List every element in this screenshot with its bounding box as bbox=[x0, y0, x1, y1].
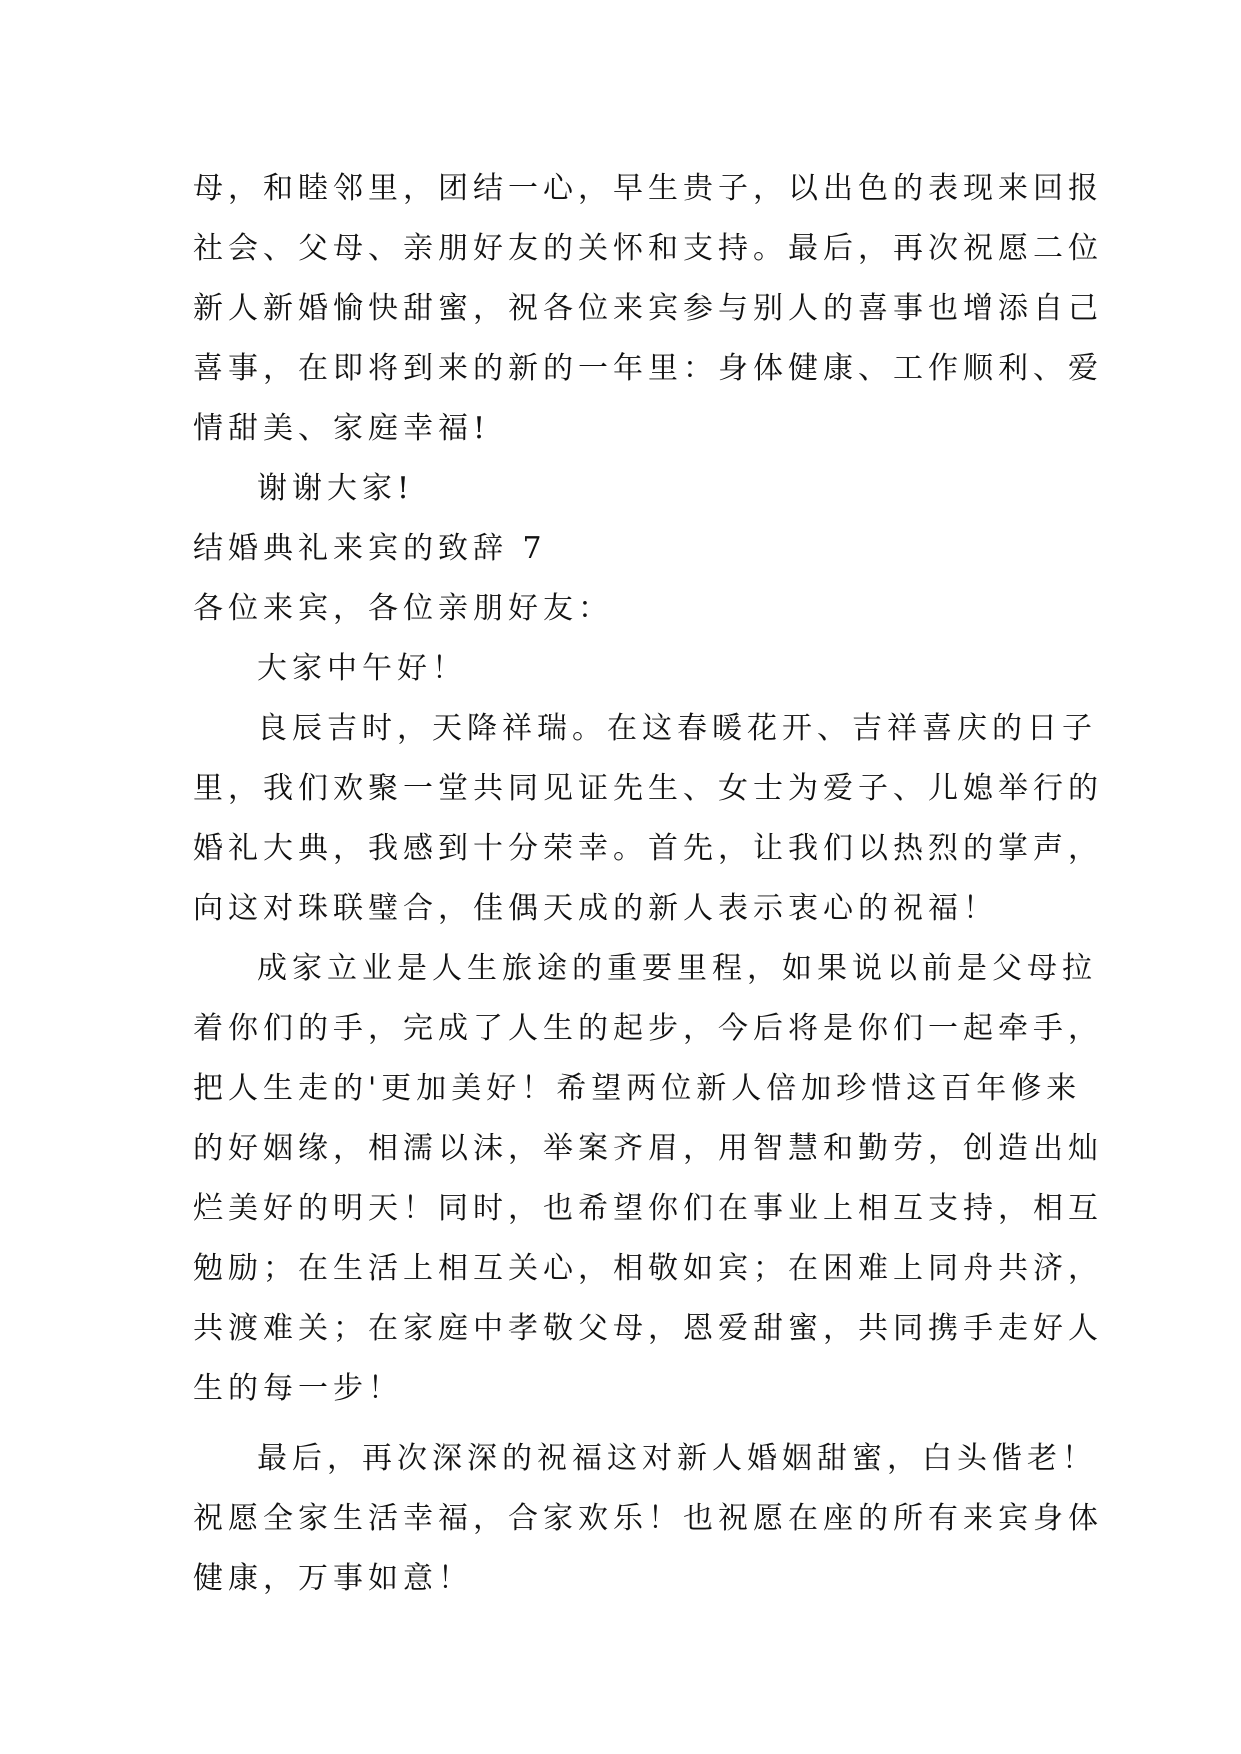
text-line: 着你们的手，完成了人生的起步，今后将是你们一起牵手， bbox=[193, 1011, 1103, 1046]
text-line: 祝愿全家生活幸福，合家欢乐！也祝愿在座的所有来宾身体 bbox=[193, 1501, 1103, 1536]
salutation: 各位来宾，各位亲朋好友： bbox=[193, 591, 613, 626]
paragraph-2 bbox=[193, 939, 1103, 1419]
text-line: 婚礼大典，我感到十分荣幸。首先，让我们以热烈的掌声， bbox=[193, 831, 1103, 866]
text-line: 向这对珠联璧合，佳偶天成的新人表示衷心的祝福！ bbox=[193, 891, 998, 926]
text-line: 新人新婚愉快甜蜜，祝各位来宾参与别人的喜事也增添自己 bbox=[193, 291, 1103, 326]
text-line: 母，和睦邻里，团结一心，早生贵子，以出色的表现来回报 bbox=[193, 171, 1103, 206]
text-line: 健康，万事如意！ bbox=[193, 1561, 473, 1596]
text-line: 共渡难关；在家庭中孝敬父母，恩爱甜蜜，共同携手走好人 bbox=[193, 1311, 1103, 1346]
text-line: 喜事，在即将到来的新的一年里：身体健康、工作顺利、爱 bbox=[193, 351, 1103, 386]
text-line: 社会、父母、亲朋好友的关怀和支持。最后，再次祝愿二位 bbox=[193, 231, 1103, 266]
paragraph-gap bbox=[193, 1419, 1053, 1429]
paragraph-3 bbox=[193, 1429, 1103, 1609]
thanks-line: 谢谢大家! bbox=[257, 471, 415, 506]
text-line: 最后，再次深深的祝福这对新人婚姻甜蜜，白头偕老！ bbox=[257, 1441, 1097, 1476]
greeting: 大家中午好！ bbox=[257, 651, 467, 686]
text-line: 情甜美、家庭幸福! bbox=[193, 411, 491, 446]
text-line: 把人生走的'更加美好！希望两位新人倍加珍惜这百年修来 bbox=[193, 1071, 1082, 1106]
text-line: 良辰吉时，天降祥瑞。在这春暖花开、吉祥喜庆的日子 bbox=[257, 711, 1097, 746]
text-line: 生的每一步！ bbox=[193, 1371, 403, 1406]
text-line: 勉励；在生活上相互关心，相敬如宾；在困难上同舟共济， bbox=[193, 1251, 1103, 1286]
text-line: 烂美好的明天！同时，也希望你们在事业上相互支持，相互 bbox=[193, 1191, 1103, 1226]
text-line: 里，我们欢聚一堂共同见证先生、女士为爱子、儿媳举行的 bbox=[193, 771, 1103, 806]
document-body bbox=[193, 159, 1103, 1609]
text-line: 成家立业是人生旅途的重要里程，如果说以前是父母拉 bbox=[257, 951, 1097, 986]
text-line: 的好姻缘，相濡以沫，举案齐眉，用智慧和勤劳，创造出灿 bbox=[193, 1131, 1103, 1166]
paragraph-1 bbox=[193, 699, 1103, 939]
section-title: 结婚典礼来宾的致辞 7 bbox=[193, 531, 547, 566]
paragraph-previous-ending bbox=[193, 159, 1103, 459]
